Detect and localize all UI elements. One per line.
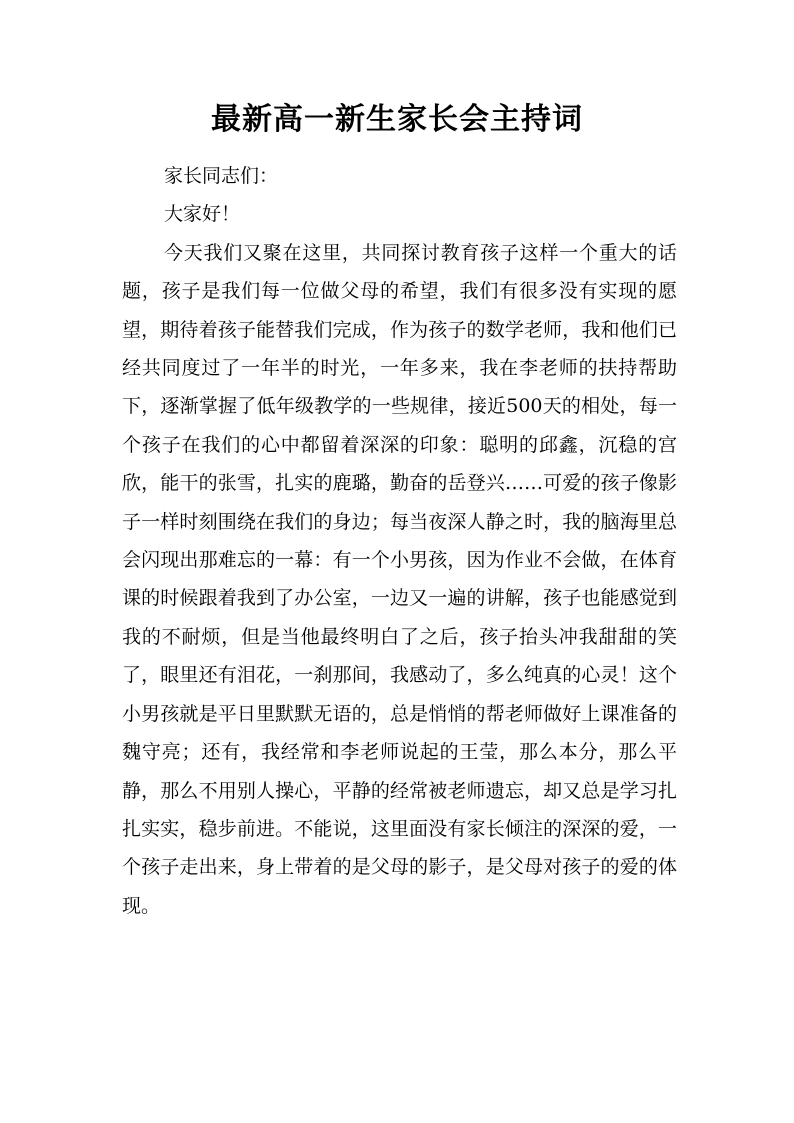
document-title: 最新高一新生家长会主持词: [211, 102, 583, 137]
greeting-paragraph: 大家好！: [164, 203, 241, 226]
body-paragraph: 今天我们又聚在这里，共同探讨教育孩子这样一个重大的话题，孩子是我们每一位做父母的希望，我们有很多没有实现的愿望，期待着孩子能替我们完成，作为孩子的数学老师，我和他们已经共同度过了一年半的时光，一年多来，我在李老师的扶持帮助下，逐渐掌握了低年级教学的一些规律，接近500天的相处，每一个孩子在我们的心中都留着深深的印象：聪明的邱鑫，沉稳的宫欣，能干的张雪，扎实的鹿璐，勤奋的岳登兴……可爱的孩子像影子一样时刻围绕在我们的身边；每当夜深人静之时，我的脑海里总会闪现出那难忘的一幕：有一个小男孩，因为作业不会做，在体育课的时候跟着我到了办公室，一边又一遍的讲解，孩子也能感觉到我的不耐烦，但是当他最终明白了之后，孩子抬头冲我甜甜的笑了，眼里还有泪花，一刹那间，我感动了，多么纯真的心灵！这个小男孩就是平日里默默无语的，总是悄悄的帮老师做好上课准备的魏守亮；还有，我经常和李老师说起的王莹，那么本分，那么平静，那么不用别人操心，平静的经常被老师遗忘，却又总是学习扎扎实实，稳步前进。不能说，这里面没有家长倾注的深深的爱，一个孩子走出来，身上带着的是父母的影子，是父母对孩子的爱的体现。: [122, 241, 677, 917]
salutation-paragraph: 家长同志们：: [164, 165, 279, 187]
document-body: [122, 157, 677, 925]
